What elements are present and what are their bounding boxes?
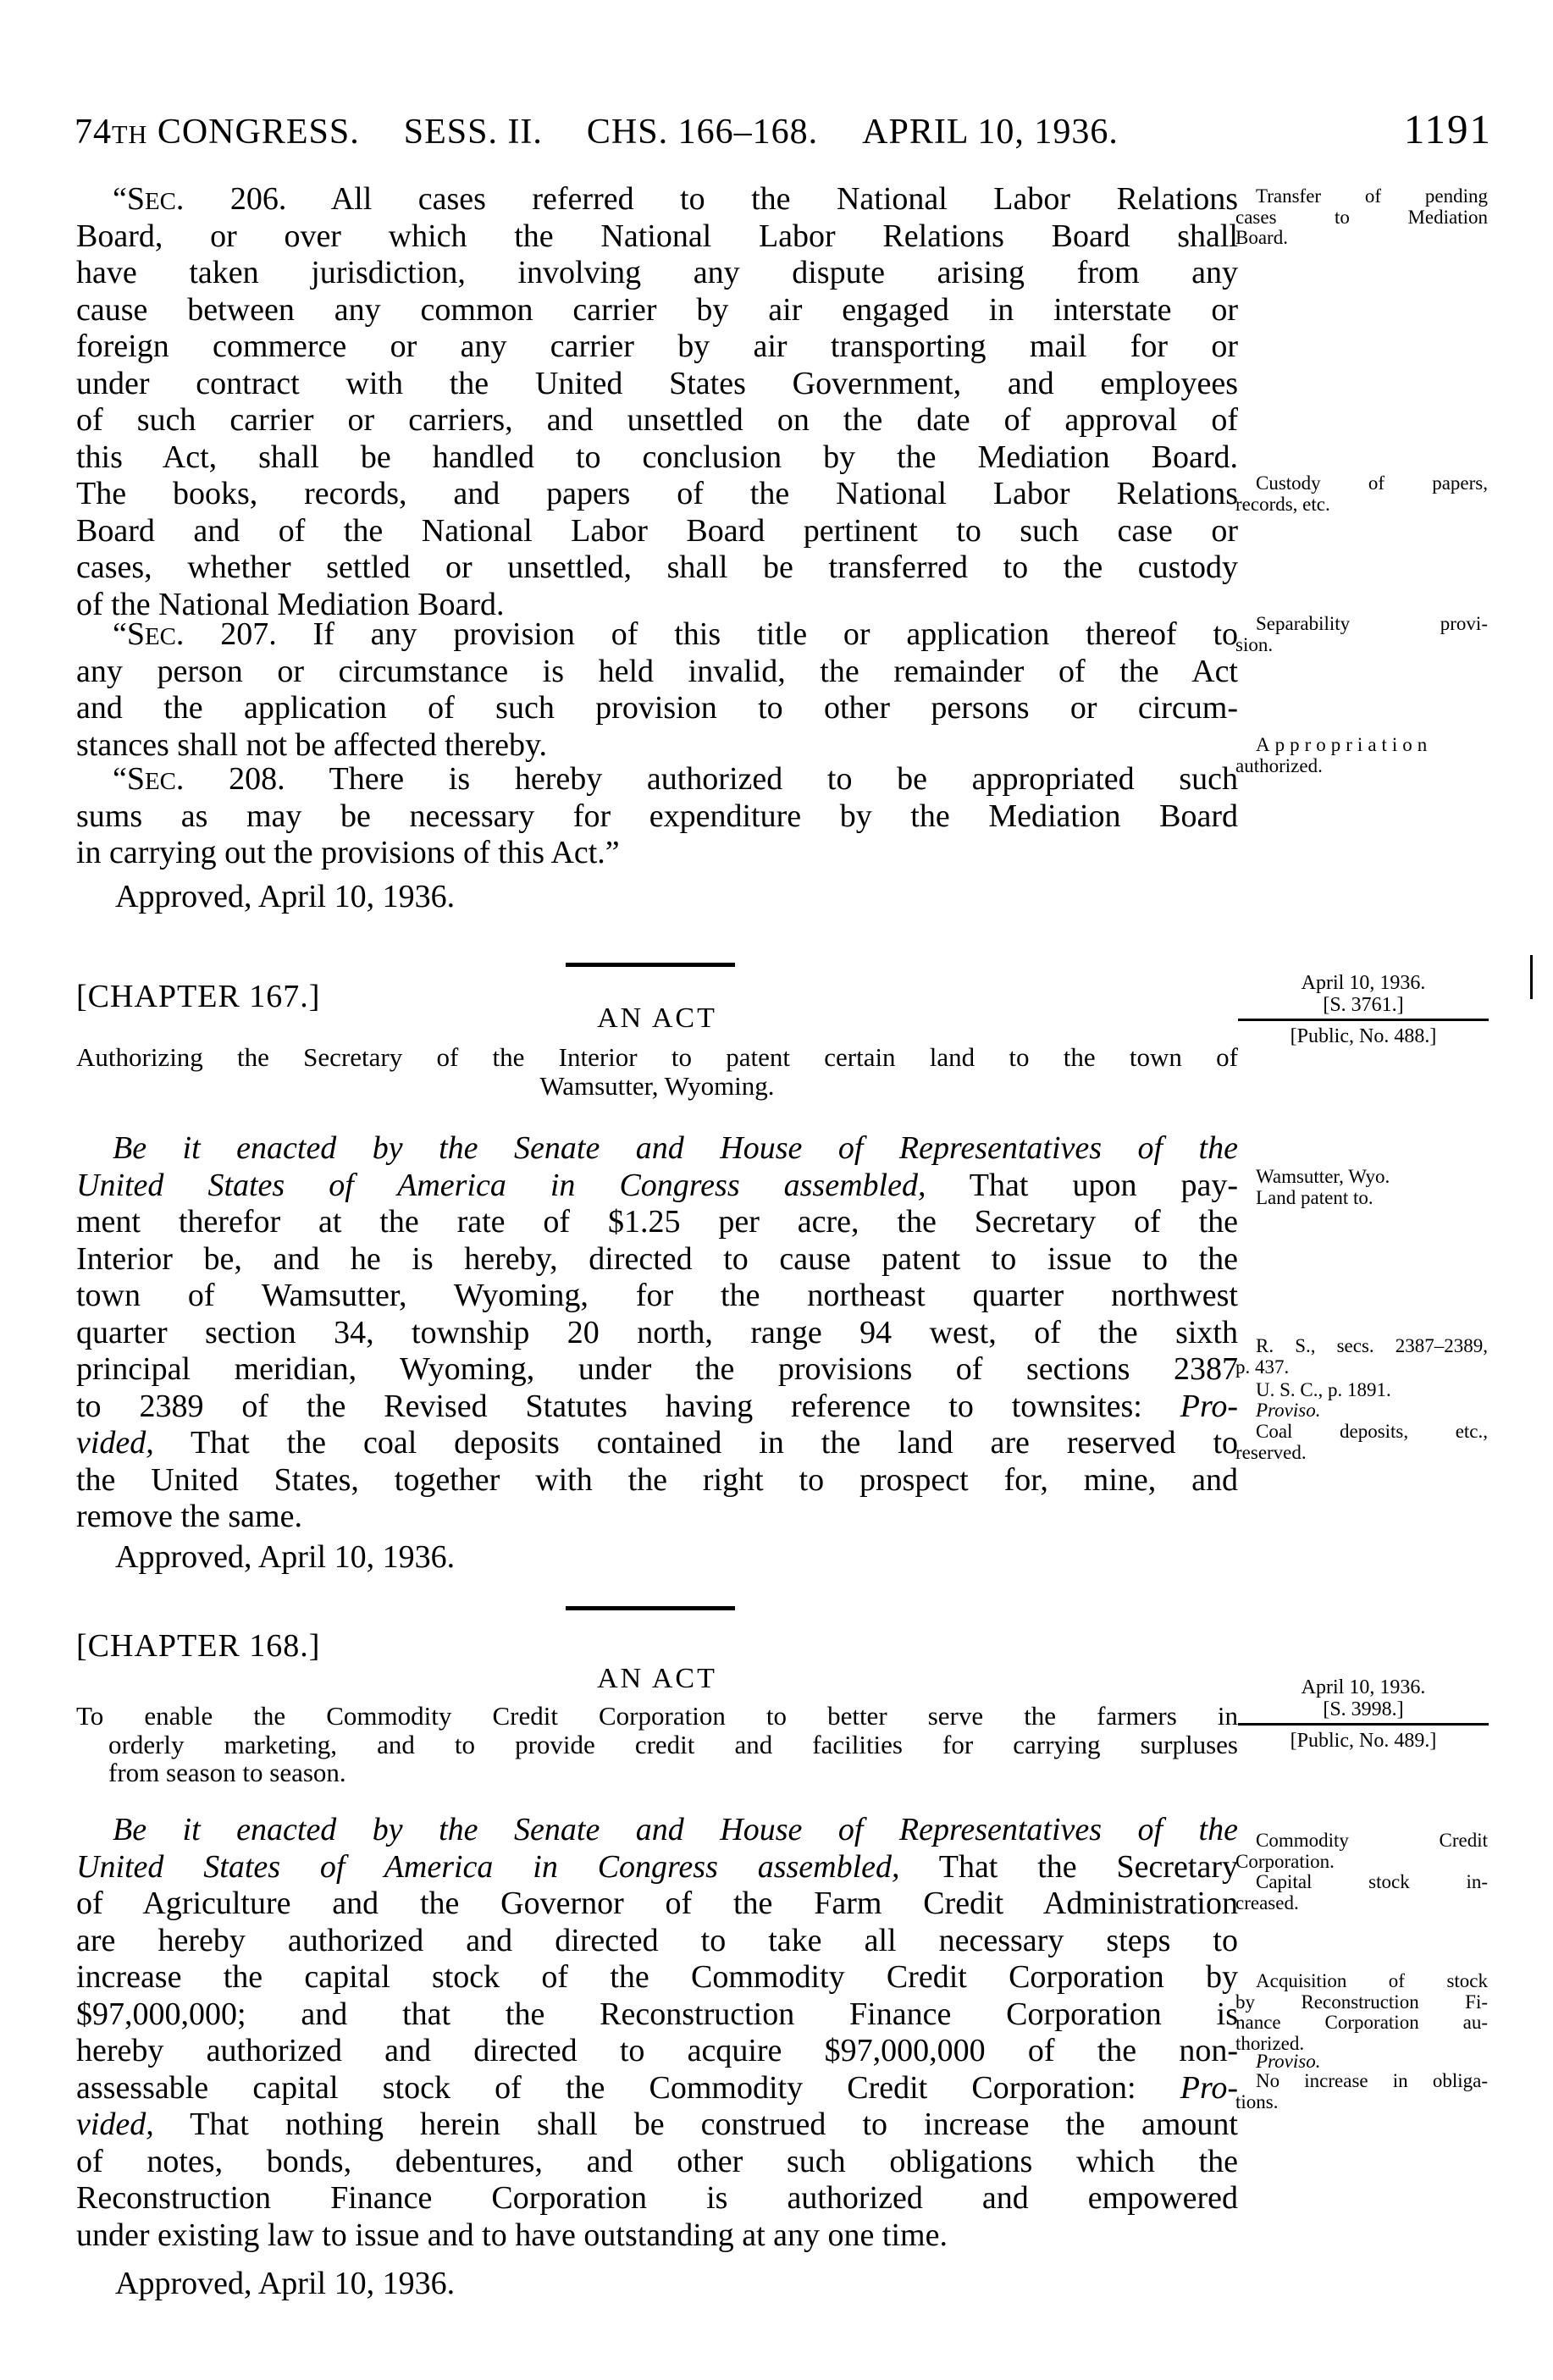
- approval-line: Approved, April 10, 1936.: [115, 2266, 456, 2301]
- ordinal-suffix: TH: [112, 120, 148, 149]
- an-act-heading: AN ACT: [597, 1002, 717, 1034]
- body-line: hereby authorized and directed to acquire $97,000,000 of the non-: [76, 2033, 1238, 2068]
- bill-number: [S. 3998.]: [1323, 1698, 1404, 1720]
- body-line: increase the capital stock of the Commodity Credit Corporation by: [76, 1959, 1238, 1995]
- body-line: of the National Mediation Board.: [76, 586, 505, 622]
- page-number: 1191: [1403, 106, 1492, 152]
- chapter-167-label: [CHAPTER 167.]: [76, 979, 321, 1014]
- body-line: and the application of such provision to other persons or circum-: [76, 690, 1238, 726]
- body-line: under contract with the United States Government, and employees: [76, 365, 1238, 401]
- body-line: are hereby authorized and directed to take all necessary steps to: [76, 1922, 1238, 1958]
- enacting-clause-italic: United States of America in Congress assembled,: [76, 1848, 900, 1885]
- body-line: cases, whether settled or unsettled, shall be transferred to the custody: [76, 549, 1238, 585]
- body-line: “SEC. 206. All cases referred to the National Labor Relations: [113, 181, 1238, 217]
- section-divider-rule: [566, 1606, 735, 1610]
- small-caps-sec: EC: [145, 188, 176, 215]
- body-line: stances shall not be affected thereby.: [76, 726, 548, 763]
- chapter-168-title: [76, 1702, 1238, 1787]
- body-line: United States of America in Congress assembled, That the Secretary: [76, 1848, 1238, 1885]
- congress-label: 74TH CONGRESS.: [75, 113, 360, 152]
- margin-note-coal: Coal deposits, etc., reserved.: [1235, 1421, 1488, 1463]
- act-title-line: Authorizing the Secretary of the Interior to patent certain land to the town of: [76, 1042, 1238, 1072]
- body-line: any person or circumstance is held invalid, the remainder of the Act: [76, 653, 1238, 689]
- body-line: Reconstruction Finance Corporation is authorized and empowered: [76, 2180, 1238, 2216]
- chapter-167-title: [76, 1043, 1238, 1100]
- body-line: town of Wamsutter, Wyoming, for the northeast quarter northwest: [76, 1278, 1238, 1313]
- sidenote-rule: [1238, 1019, 1489, 1021]
- body-line: sums as may be necessary for expenditure by the Mediation Board: [76, 798, 1238, 834]
- body-line: vided, That the coal deposits contained in the land are reserved to: [76, 1425, 1238, 1461]
- public-law-number: [Public, No. 488.]: [1290, 1025, 1437, 1047]
- small-caps-sec: EC: [145, 623, 176, 650]
- body-line: of such carrier or carriers, and unsettled on the date of approval of: [76, 402, 1238, 438]
- body-line: ment therefor at the rate of $1.25 per acre, the Secretary of the: [76, 1204, 1238, 1240]
- body-line: $97,000,000; and that the Reconstruction Finance Corporation is: [76, 1996, 1238, 2032]
- chapter-167-sidenote-date: [1238, 972, 1489, 1047]
- body-line: have taken jurisdiction, involving any dispute arising from any: [76, 255, 1238, 290]
- margin-note-transfer: Transfer of pending cases to Mediation Board.: [1235, 185, 1488, 248]
- body-line: in carrying out the provisions of this Act.”: [76, 835, 620, 870]
- body-line: quarter section 34, township 20 north, range 94 west, of the sixth: [76, 1314, 1238, 1350]
- margin-note-no-increase: No increase in obliga- tions.: [1235, 2070, 1488, 2112]
- body-line: principal meridian, Wyoming, under the provisions of sections 2387: [76, 1351, 1238, 1387]
- chapter-167-body: [76, 1130, 1238, 1536]
- enacting-clause-line: Be it enacted by the Senate and House of Representatives of the: [113, 1812, 1238, 1847]
- approval-line: Approved, April 10, 1936.: [115, 1539, 456, 1575]
- session-label: SESS. II.: [403, 113, 543, 152]
- enactment-date: April 10, 1936.: [1301, 972, 1426, 994]
- proviso-italic: Pro-: [1180, 1388, 1238, 1424]
- act-title-line: orderly marketing, and to provide credit and facilities for carrying surpluses: [108, 1729, 1238, 1759]
- margin-note-proviso: Proviso.: [1256, 1400, 1321, 1421]
- enacting-clause-line: Be it enacted by the Senate and House of Representatives of the: [113, 1130, 1238, 1166]
- body-line: United States of America in Congress assembled, That upon pay-: [76, 1167, 1238, 1203]
- margin-note-proviso: Proviso.: [1256, 2051, 1321, 2072]
- sec-208-paragraph: [76, 761, 1238, 872]
- proviso-italic: vided,: [76, 2107, 154, 2142]
- margin-note-revised-statutes: R. S., secs. 2387–2389, p. 437.: [1235, 1335, 1488, 1378]
- margin-note-usc: U. S. C., p. 1891.: [1256, 1379, 1391, 1400]
- bill-number: [S. 3761.]: [1323, 994, 1404, 1016]
- body-line: of notes, bonds, debentures, and other such obligations which the: [76, 2143, 1238, 2179]
- enacting-clause-italic: United States of America in Congress assembled,: [76, 1167, 926, 1203]
- body-line: vided, That nothing herein shall be construed to increase the amount: [76, 2107, 1238, 2142]
- act-title-line: from season to season.: [108, 1758, 346, 1787]
- body-line: remove the same.: [76, 1499, 302, 1534]
- date-label: APRIL 10, 1936.: [862, 113, 1119, 152]
- body-line: under existing law to issue and to have outstanding at any one time.: [76, 2217, 948, 2253]
- running-head: [75, 105, 1492, 153]
- margin-note-acquisition: Acquisition of stock by Reconstruction Fi- nance Corporation au- thorized.: [1235, 1970, 1488, 2054]
- enactment-date: April 10, 1936.: [1301, 1676, 1426, 1698]
- an-act-heading: AN ACT: [597, 1663, 717, 1694]
- approval-line: Approved, April 10, 1936.: [115, 879, 456, 914]
- margin-note-wamsutter: Wamsutter, Wyo. Land patent to.: [1256, 1166, 1390, 1208]
- margin-note-commodity: Commodity Credit Corporation.: [1235, 1830, 1488, 1872]
- chapter-168-body: [76, 1812, 1238, 2254]
- body-line: Board and of the National Labor Board pertinent to such case or: [76, 512, 1238, 549]
- public-law-number: [Public, No. 489.]: [1290, 1730, 1437, 1752]
- act-title-line: To enable the Commodity Credit Corporation to better serve the farmers in: [76, 1701, 1238, 1731]
- scan-artifact-line: [1530, 955, 1533, 999]
- small-caps-sec: EC: [145, 768, 176, 795]
- body-line: this Act, shall be handled to conclusion by the Mediation Board.: [76, 439, 1238, 475]
- chapter-168-sidenote-date: [1238, 1676, 1489, 1752]
- body-line: foreign commerce or any carrier by air transporting mail for or: [76, 329, 1238, 364]
- body-line: “SEC. 208. There is hereby authorized to be appropriated such: [113, 761, 1238, 797]
- proviso-italic: Pro-: [1180, 2069, 1238, 2106]
- body-line: Interior be, and he is hereby, directed to cause patent to issue to the: [76, 1240, 1238, 1277]
- body-line: Board, or over which the National Labor Relations Board shall: [76, 218, 1238, 254]
- body-line: the United States, together with the right to prospect for, mine, and: [76, 1461, 1238, 1498]
- body-line: assessable capital stock of the Commodity Credit Corporation: Pro-: [76, 2069, 1238, 2106]
- body-line: of Agriculture and the Governor of the Farm Credit Administration: [76, 1886, 1238, 1921]
- act-title-line: Wamsutter, Wyoming.: [539, 1070, 775, 1101]
- body-line: cause between any common carrier by air engaged in interstate or: [76, 291, 1238, 328]
- margin-note-appropriation: Appropriation authorized.: [1235, 734, 1433, 776]
- margin-note-capital-stock: Capital stock in- creased.: [1235, 1871, 1488, 1913]
- body-line: The books, records, and papers of the National Labor Relations: [76, 476, 1238, 511]
- proviso-italic: vided,: [76, 1425, 154, 1461]
- body-line: to 2389 of the Revised Statutes having reference to townsites: Pro-: [76, 1388, 1238, 1424]
- sec-206-paragraph: [76, 181, 1238, 623]
- sec-207-paragraph: [76, 616, 1238, 764]
- sidenote-rule: [1238, 1723, 1489, 1726]
- chapters-label: CHS. 166–168.: [586, 113, 819, 152]
- chapter-168-label: [CHAPTER 168.]: [76, 1628, 321, 1664]
- margin-note-custody: Custody of papers, records, etc.: [1235, 472, 1488, 515]
- margin-note-separability: Separability provi- sion.: [1235, 613, 1488, 655]
- section-divider-rule: [566, 963, 735, 967]
- body-line: “SEC. 207. If any provision of this title or application thereof to: [113, 616, 1238, 652]
